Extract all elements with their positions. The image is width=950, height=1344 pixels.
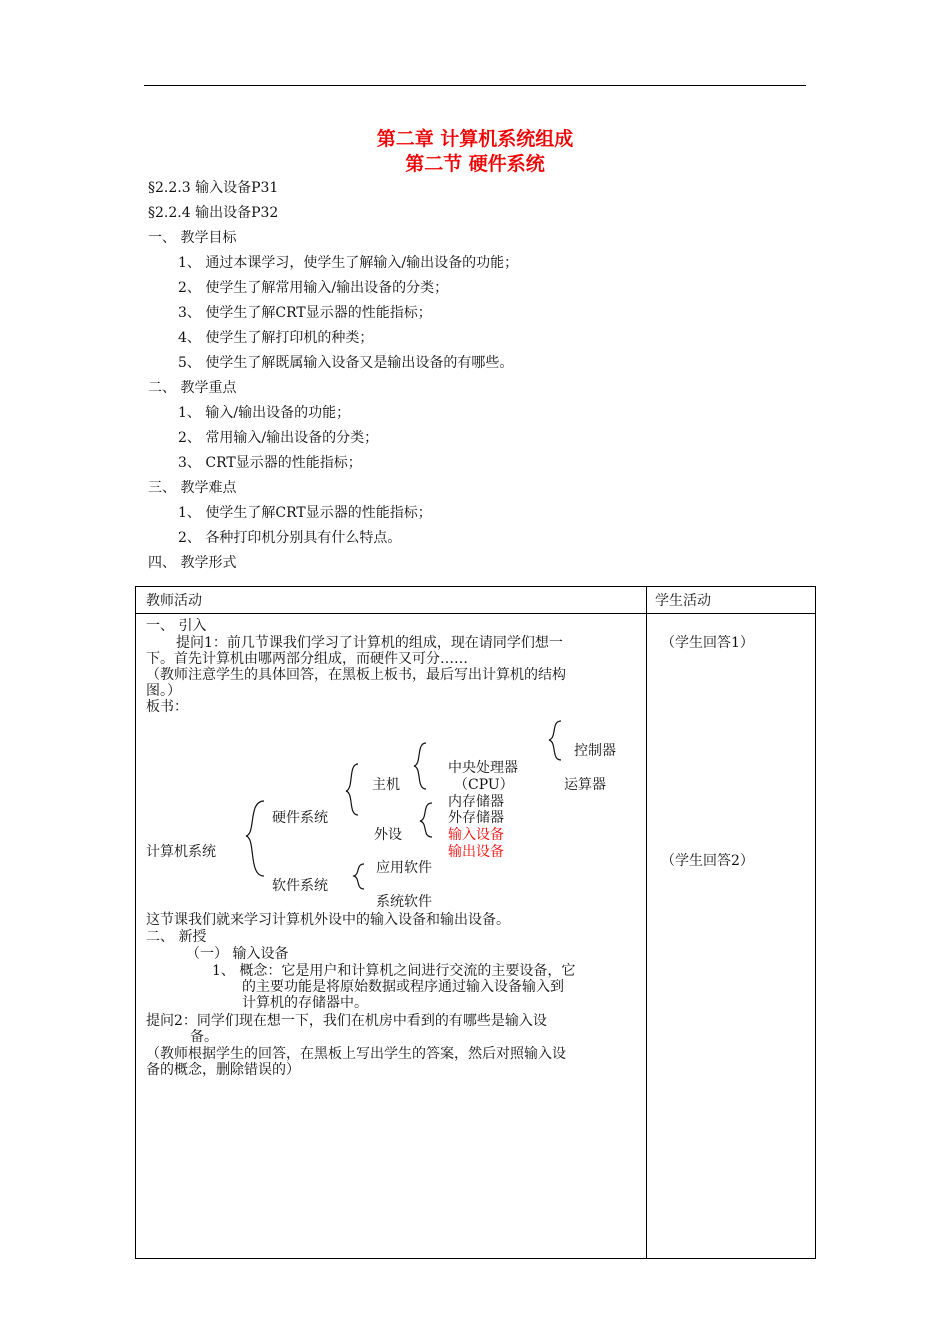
tree-root: 计算机系统	[146, 844, 216, 860]
question-2: 提问2：同学们现在想一下，我们在机房中看到的有哪些是输入设	[146, 1013, 547, 1029]
new-lesson-heading: 二、 新授	[146, 929, 207, 945]
tree-alu: 运算器	[564, 777, 606, 793]
section-title: 第二节 硬件系统	[405, 153, 545, 175]
question-1-cont: 下。首先计算机由哪两部分组成，而硬件又可分……	[146, 651, 468, 667]
section-ref-1: §2.2.3 输入设备P31	[148, 180, 279, 196]
difficult-item: 2、 各种打印机分别具有什么特点。	[178, 530, 402, 546]
question-1: 提问1：前几节课我们学习了计算机的组成，现在请同学们想一	[176, 635, 563, 651]
concept-line: 1、 概念：它是用户和计算机之间进行交流的主要设备，它	[212, 963, 576, 979]
tree-application-software: 应用软件	[376, 860, 432, 876]
key-item: 3、 CRT显示器的性能指标；	[178, 455, 362, 471]
goal-item: 3、 使学生了解CRT显示器的性能指标；	[178, 305, 432, 321]
difficult-heading: 三、 教学难点	[148, 480, 237, 496]
teacher-note-1: （教师注意学生的具体回答，在黑板上板书，最后写出计算机的结构	[146, 667, 566, 683]
form-heading: 四、 教学形式	[148, 555, 237, 571]
teacher-header: 教师活动	[146, 593, 202, 609]
concept-line: 的主要功能是将原始数据或程序通过输入设备输入到	[242, 979, 564, 995]
teacher-header-cell	[136, 587, 647, 614]
tree-host: 主机	[372, 777, 400, 793]
chapter-title: 第二章 计算机系统组成	[376, 128, 574, 150]
concept-line: 计算机的存储器中。	[242, 995, 368, 1011]
teacher-note-2-cont: 备的概念，删除错误的）	[146, 1062, 300, 1078]
question-2-cont: 备。	[190, 1029, 218, 1045]
teacher-note-1-cont: 图。）	[146, 683, 181, 699]
student-answer-1: （学生回答1）	[661, 635, 754, 651]
header-rule	[144, 85, 806, 86]
goals-heading: 一、 教学目标	[148, 230, 237, 246]
tree-cpu: 中央处理器	[448, 760, 518, 776]
transition-text: 这节课我们就来学习计算机外设中的输入设备和输出设备。	[146, 912, 510, 928]
goal-item: 2、 使学生了解常用输入/输出设备的分类；	[178, 280, 449, 296]
student-header: 学生活动	[655, 593, 711, 609]
intro-heading: 一、 引入	[146, 618, 207, 634]
key-heading: 二、 教学重点	[148, 380, 237, 396]
difficult-item: 1、 使学生了解CRT显示器的性能指标；	[178, 505, 432, 521]
teacher-content-cell	[136, 614, 647, 1259]
structure-brackets	[136, 614, 646, 1258]
student-answer-2: （学生回答2）	[661, 853, 754, 869]
input-device-heading: （一） 输入设备	[186, 946, 289, 962]
goal-item: 1、 通过本课学习，使学生了解输入/输出设备的功能；	[178, 255, 519, 271]
activity-table	[135, 586, 816, 1259]
key-item: 2、 常用输入/输出设备的分类；	[178, 430, 379, 446]
tree-hardware: 硬件系统	[272, 810, 328, 826]
tree-external-memory: 外存储器	[448, 810, 504, 826]
tree-peripheral: 外设	[374, 827, 402, 843]
tree-cpu-abbr: （CPU）	[454, 777, 514, 793]
goal-item: 5、 使学生了解既属输入设备又是输出设备的有哪些。	[178, 355, 514, 371]
section-ref-2: §2.2.4 输出设备P32	[148, 205, 279, 221]
tree-output-device: 输出设备	[448, 844, 504, 860]
tree-software: 软件系统	[272, 878, 328, 894]
teacher-note-2: （教师根据学生的回答，在黑板上写出学生的答案，然后对照输入设	[146, 1046, 566, 1062]
tree-controller: 控制器	[574, 743, 616, 759]
student-header-cell	[647, 587, 816, 614]
tree-internal-memory: 内存储器	[448, 794, 504, 810]
student-content-cell	[647, 614, 816, 1259]
board-label: 板书：	[146, 699, 188, 715]
key-item: 1、 输入/输出设备的功能；	[178, 405, 351, 421]
tree-system-software: 系统软件	[376, 894, 432, 910]
tree-input-device: 输入设备	[448, 827, 504, 843]
goal-item: 4、 使学生了解打印机的种类；	[178, 330, 374, 346]
